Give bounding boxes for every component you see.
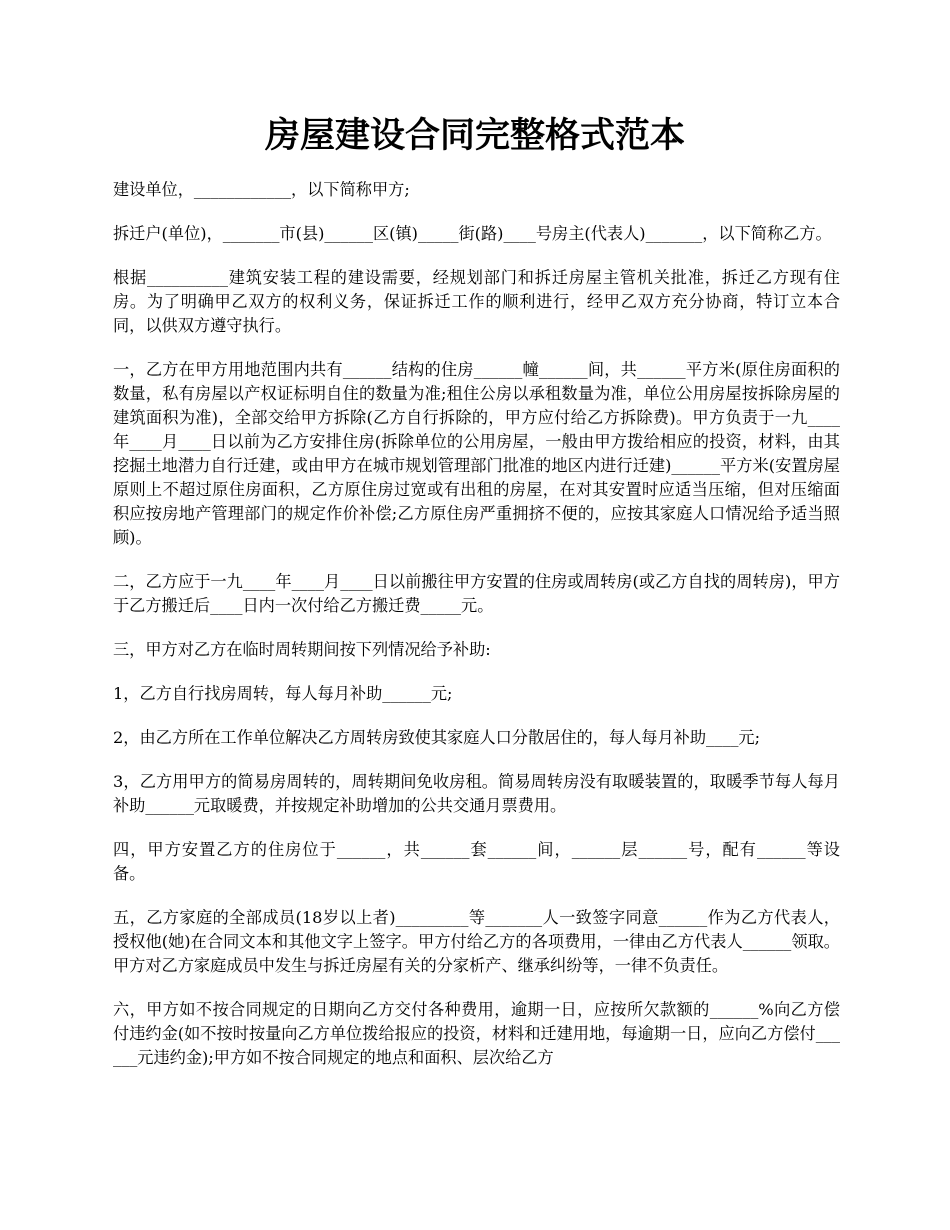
clause-5: 五，乙方家庭的全部成员(18岁以上者)_________等_______人一致签字同意______作为乙方代表人，授权他(她)在合同文本和其他文字上签字。甲方付给乙方的各项费用，一律由乙方代表人______领取。甲方对乙方家庭成员中发生与拆迁房屋有关的分家析产、继承纠纷等，一律不负责任。 xyxy=(113,908,840,975)
clause-3: 三，甲方对乙方在临时周转期间按下列情况给予补助: xyxy=(113,640,491,659)
clause-4: 四，甲方安置乙方的住房位于______，共______套______间，______层______号，配有______等设备。 xyxy=(113,840,840,883)
document-title: 房屋建设合同完整格式范本 xyxy=(264,115,685,156)
paragraph-party-b: 拆迁户(单位)，_______市(县)______区(镇)_____街(路)____号房主(代表人)_______，以下简称乙方。 xyxy=(113,224,832,243)
clause-2: 二，乙方应于一九____年____月____日以前搬往甲方安置的住房或周转房(或乙方自找的周转房)，甲方于乙方搬迁后____日内一次付给乙方搬迁费_____元。 xyxy=(113,572,840,615)
clause-3-item-1: 1，乙方自行找房周转，每人每月补助______元; xyxy=(113,684,453,703)
clause-3-item-2: 2，由乙方所在工作单位解决乙方周转房致使其家庭人口分散居住的，每人每月补助____元; xyxy=(113,728,761,747)
paragraph-party-a: 建设单位，____________，以下简称甲方; xyxy=(113,180,410,199)
clause-6: 六，甲方如不按合同规定的日期向乙方交付各种费用，逾期一日，应按所欠款额的______%向乙方偿付违约金(如不按时按量向乙方单位拨给报应的投资，材料和迁建用地，每逾期一日，应向乙方偿付______元违约金);甲方如不按合同规定的地点和面积、层次给乙方 xyxy=(113,1000,840,1067)
clause-3-item-3: 3，乙方用甲方的简易房周转的，周转期间免收房租。简易周转房没有取暖装置的，取暖季节每人每月补助______元取暖费，并按规定补助增加的公共交通月票费用。 xyxy=(113,772,840,815)
clause-1: 一，乙方在甲方用地范围内共有______结构的住房______幢______间，共______平方米(原住房面积的数量，私有房屋以产权证标明自住的数量为准;租住公房以承租数量为准，单位公用房屋按拆除房屋的建筑面积为准)，全部交给甲方拆除(乙方自行拆除的，甲方应付给乙方拆除费)。甲方负责于一九____年____月____日以前为乙方安排住房(拆除单位的公用房屋，一般由甲方拨给相应的投资，材料，由其挖掘土地潜力自行迁建，或由甲方在城市规划管理部门批准的地区内进行迁建)______平方米(安置房屋原则上不超过原住房面积，乙方原住房过宽或有出租的房屋，在对其安置时应适当压缩，但对压缩面积应按房地产管理部门的规定作价补偿;乙方原住房严重拥挤不便的，应按其家庭人口情况给予适当照顾)。 xyxy=(113,360,840,547)
paragraph-preamble: 根据__________建筑安装工程的建设需要，经规划部门和拆迁房屋主管机关批准，拆迁乙方现有住房。为了明确甲乙双方的权利义务，保证拆迁工作的顺利进行，经甲乙双方充分协商，特订立本合同，以供双方遵守执行。 xyxy=(113,268,840,335)
contract-body xyxy=(113,178,840,1090)
